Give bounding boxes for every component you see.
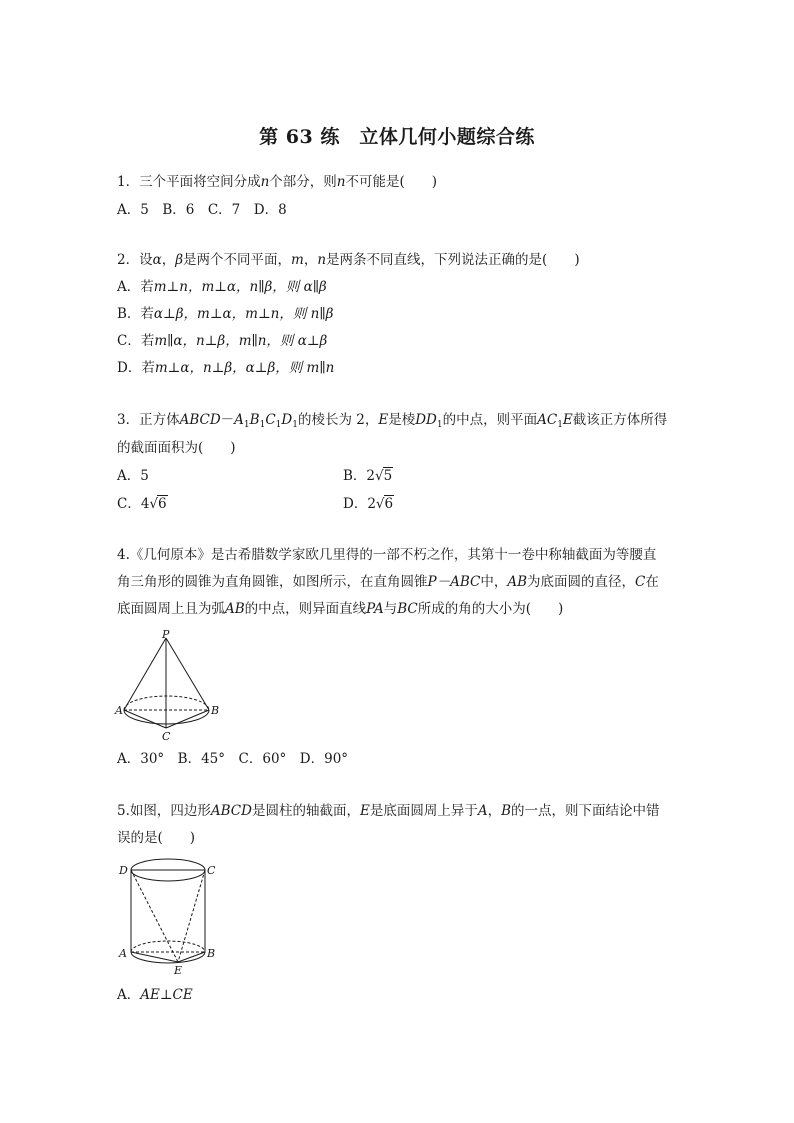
q3-var: AC (537, 412, 558, 428)
option-text: m⊥n，m⊥α，n∥β，则 α∥β (153, 279, 327, 295)
q3-var: A (234, 412, 244, 428)
q3-subscript: 1 (557, 420, 563, 430)
q4-stem-part: 与 (383, 601, 398, 617)
q4-stem-part: 所成的角的大小为( ) (417, 601, 564, 617)
q3-option-a: A．5 (117, 468, 149, 484)
q4-stem-line2 (117, 572, 659, 592)
cylinder-figure (112, 854, 222, 978)
option-text: B．2 (343, 468, 376, 484)
q4-var: C (635, 574, 646, 590)
q4-stem-part: 底面圆周上且为弧 (117, 601, 225, 617)
q2-var: n (317, 252, 327, 268)
cone-chord-ac (124, 710, 166, 728)
q4-var: AB (507, 574, 528, 590)
q5-var: E (359, 803, 370, 819)
q2-option-b (117, 304, 333, 324)
label-c: C (162, 730, 171, 743)
radicand: 6 (158, 496, 167, 512)
q1-stem-part: 个部分，则 (269, 174, 337, 190)
q3-subscript: 1 (243, 420, 250, 430)
q5-option-a (117, 985, 193, 1005)
radicand: 6 (384, 496, 394, 512)
label-b: B (211, 704, 220, 717)
q1-options: A．5 B．6 C．7 D．8 (117, 202, 287, 218)
option-label: A． (117, 987, 141, 1003)
cylinder-line-ae (131, 952, 178, 962)
label-b: B (207, 947, 216, 960)
label-d: D (119, 864, 128, 877)
option-label: C．若 (117, 333, 155, 349)
option-text: m∥α，n⊥β，m∥n，则 α⊥β (154, 333, 328, 349)
option-label: D．若 (117, 360, 155, 376)
q3-stem-part: 是棱 (388, 412, 416, 428)
q5-stem-part: 5.如图，四边形 (117, 803, 211, 819)
label-e: E (174, 964, 183, 977)
label-a: A (119, 947, 127, 960)
q2-var: β (175, 252, 184, 268)
cone-edge-pa (124, 638, 166, 710)
cylinder-line-de (131, 870, 178, 962)
q5-sep: ， (487, 803, 502, 819)
q5-var: B (501, 803, 511, 819)
q4-stem-part: 为底面圆的直径， (527, 574, 636, 590)
cylinder-base-front (131, 952, 205, 963)
q3-subscript: 1 (275, 420, 282, 430)
q2-stem-part: 2．设 (117, 252, 153, 268)
q3-var: D (281, 412, 293, 428)
option-text: α⊥β，m⊥α，m⊥n，则 n∥β (153, 306, 334, 322)
page-title: 第 63 练 立体几何小题综合练 (259, 126, 535, 148)
label-a: A (115, 704, 123, 717)
q3-stem-part: 的棱长为 2， (297, 412, 379, 428)
q3-stem (117, 410, 667, 435)
q5-stem-part: 是底面圆周上异于 (369, 803, 478, 819)
label-p: P (162, 628, 170, 641)
q3-dash: － (220, 412, 235, 428)
q3-subscript: 1 (259, 420, 266, 430)
q4-stem-line1: 4.《几何原本》是古希腊数学家欧几里得的一部不朽之作，其第十一卷中称轴截面为等腰直 (117, 547, 657, 563)
q3-stem-part: 3．正方体 (117, 412, 180, 428)
q4-stem-line3 (117, 599, 563, 619)
q2-option-c (117, 331, 327, 351)
q4-var: P－ABC (427, 574, 481, 590)
q2-option-a (117, 277, 327, 297)
q3-option-c (117, 494, 168, 514)
cone-edge-pb (166, 638, 209, 710)
q3-var: E (378, 412, 389, 428)
q2-stem-part: 是两个不同平面， (183, 252, 292, 268)
q1-stem (117, 172, 437, 192)
q3-var: DD (415, 412, 437, 428)
q2-stem (117, 250, 580, 270)
q2-stem-part: 是两条不同直线，下列说法正确的是( ) (326, 252, 580, 268)
q5-stem-part: 是圆柱的轴截面， (251, 803, 360, 819)
q3-subscript: 1 (292, 420, 298, 430)
q1-var: n (260, 174, 270, 190)
cone-figure (112, 628, 224, 744)
q5-stem-line2: 误的是( ) (117, 830, 196, 846)
q3-option-b (343, 466, 393, 486)
q4-options: A．30° B．45° C．60° D．90° (117, 751, 349, 767)
q4-var: BC (397, 601, 418, 617)
sqrt-sign: √ (375, 468, 384, 484)
q3-var: ABCD (179, 412, 221, 428)
cone-chord-bc (166, 710, 209, 728)
option-text: D．2 (343, 496, 376, 512)
q4-stem-part: 的中点，则异面直线 (244, 601, 367, 617)
q2-var: α (152, 252, 162, 268)
q3-stem-part: 的中点，则平面 (442, 412, 538, 428)
q3-stem-line2: 的截面面积为( ) (117, 440, 236, 456)
q1-var: n (336, 174, 346, 190)
q5-stem-line1 (117, 801, 660, 821)
sqrt-sign: √ (149, 496, 159, 512)
sqrt-sign: √ (375, 496, 385, 512)
q4-stem-part: 中， (480, 574, 508, 590)
q2-sep: ， (303, 252, 318, 268)
q4-var: PA (366, 601, 384, 617)
q3-var: B (249, 412, 260, 428)
option-label: A．若 (117, 279, 154, 295)
q5-stem-part: 的一点，则下面结论中错 (511, 803, 660, 819)
q3-var: C (265, 412, 276, 428)
q5-var: ABCD (210, 803, 252, 819)
q2-option-d (117, 358, 334, 378)
q1-stem-part: 1．三个平面将空间分成 (117, 174, 261, 190)
q4-var: AB (225, 601, 245, 617)
label-c: C (207, 864, 216, 877)
q4-stem-part: 角三角形的圆锥为直角圆锥，如图所示，在直角圆锥 (117, 574, 428, 590)
q3-option-d (343, 494, 394, 514)
q3-subscript: 1 (436, 420, 443, 430)
radicand: 5 (383, 468, 393, 484)
q1-stem-part: 不可能是( ) (345, 174, 438, 190)
q5-var: A (477, 803, 488, 819)
option-text: C．4 (117, 496, 150, 512)
option-text: AE⊥CE (140, 987, 193, 1003)
q2-sep: ， (161, 252, 176, 268)
q3-stem-part: 截该正方体所得 (572, 412, 668, 428)
cylinder-line-ce (178, 870, 205, 962)
q4-stem-part: 在 (645, 574, 659, 590)
q3-var: E (562, 412, 573, 428)
option-text: m⊥α，n⊥β，α⊥β，则 m∥n (154, 360, 335, 376)
option-label: B．若 (117, 306, 154, 322)
q2-var: m (291, 252, 304, 268)
